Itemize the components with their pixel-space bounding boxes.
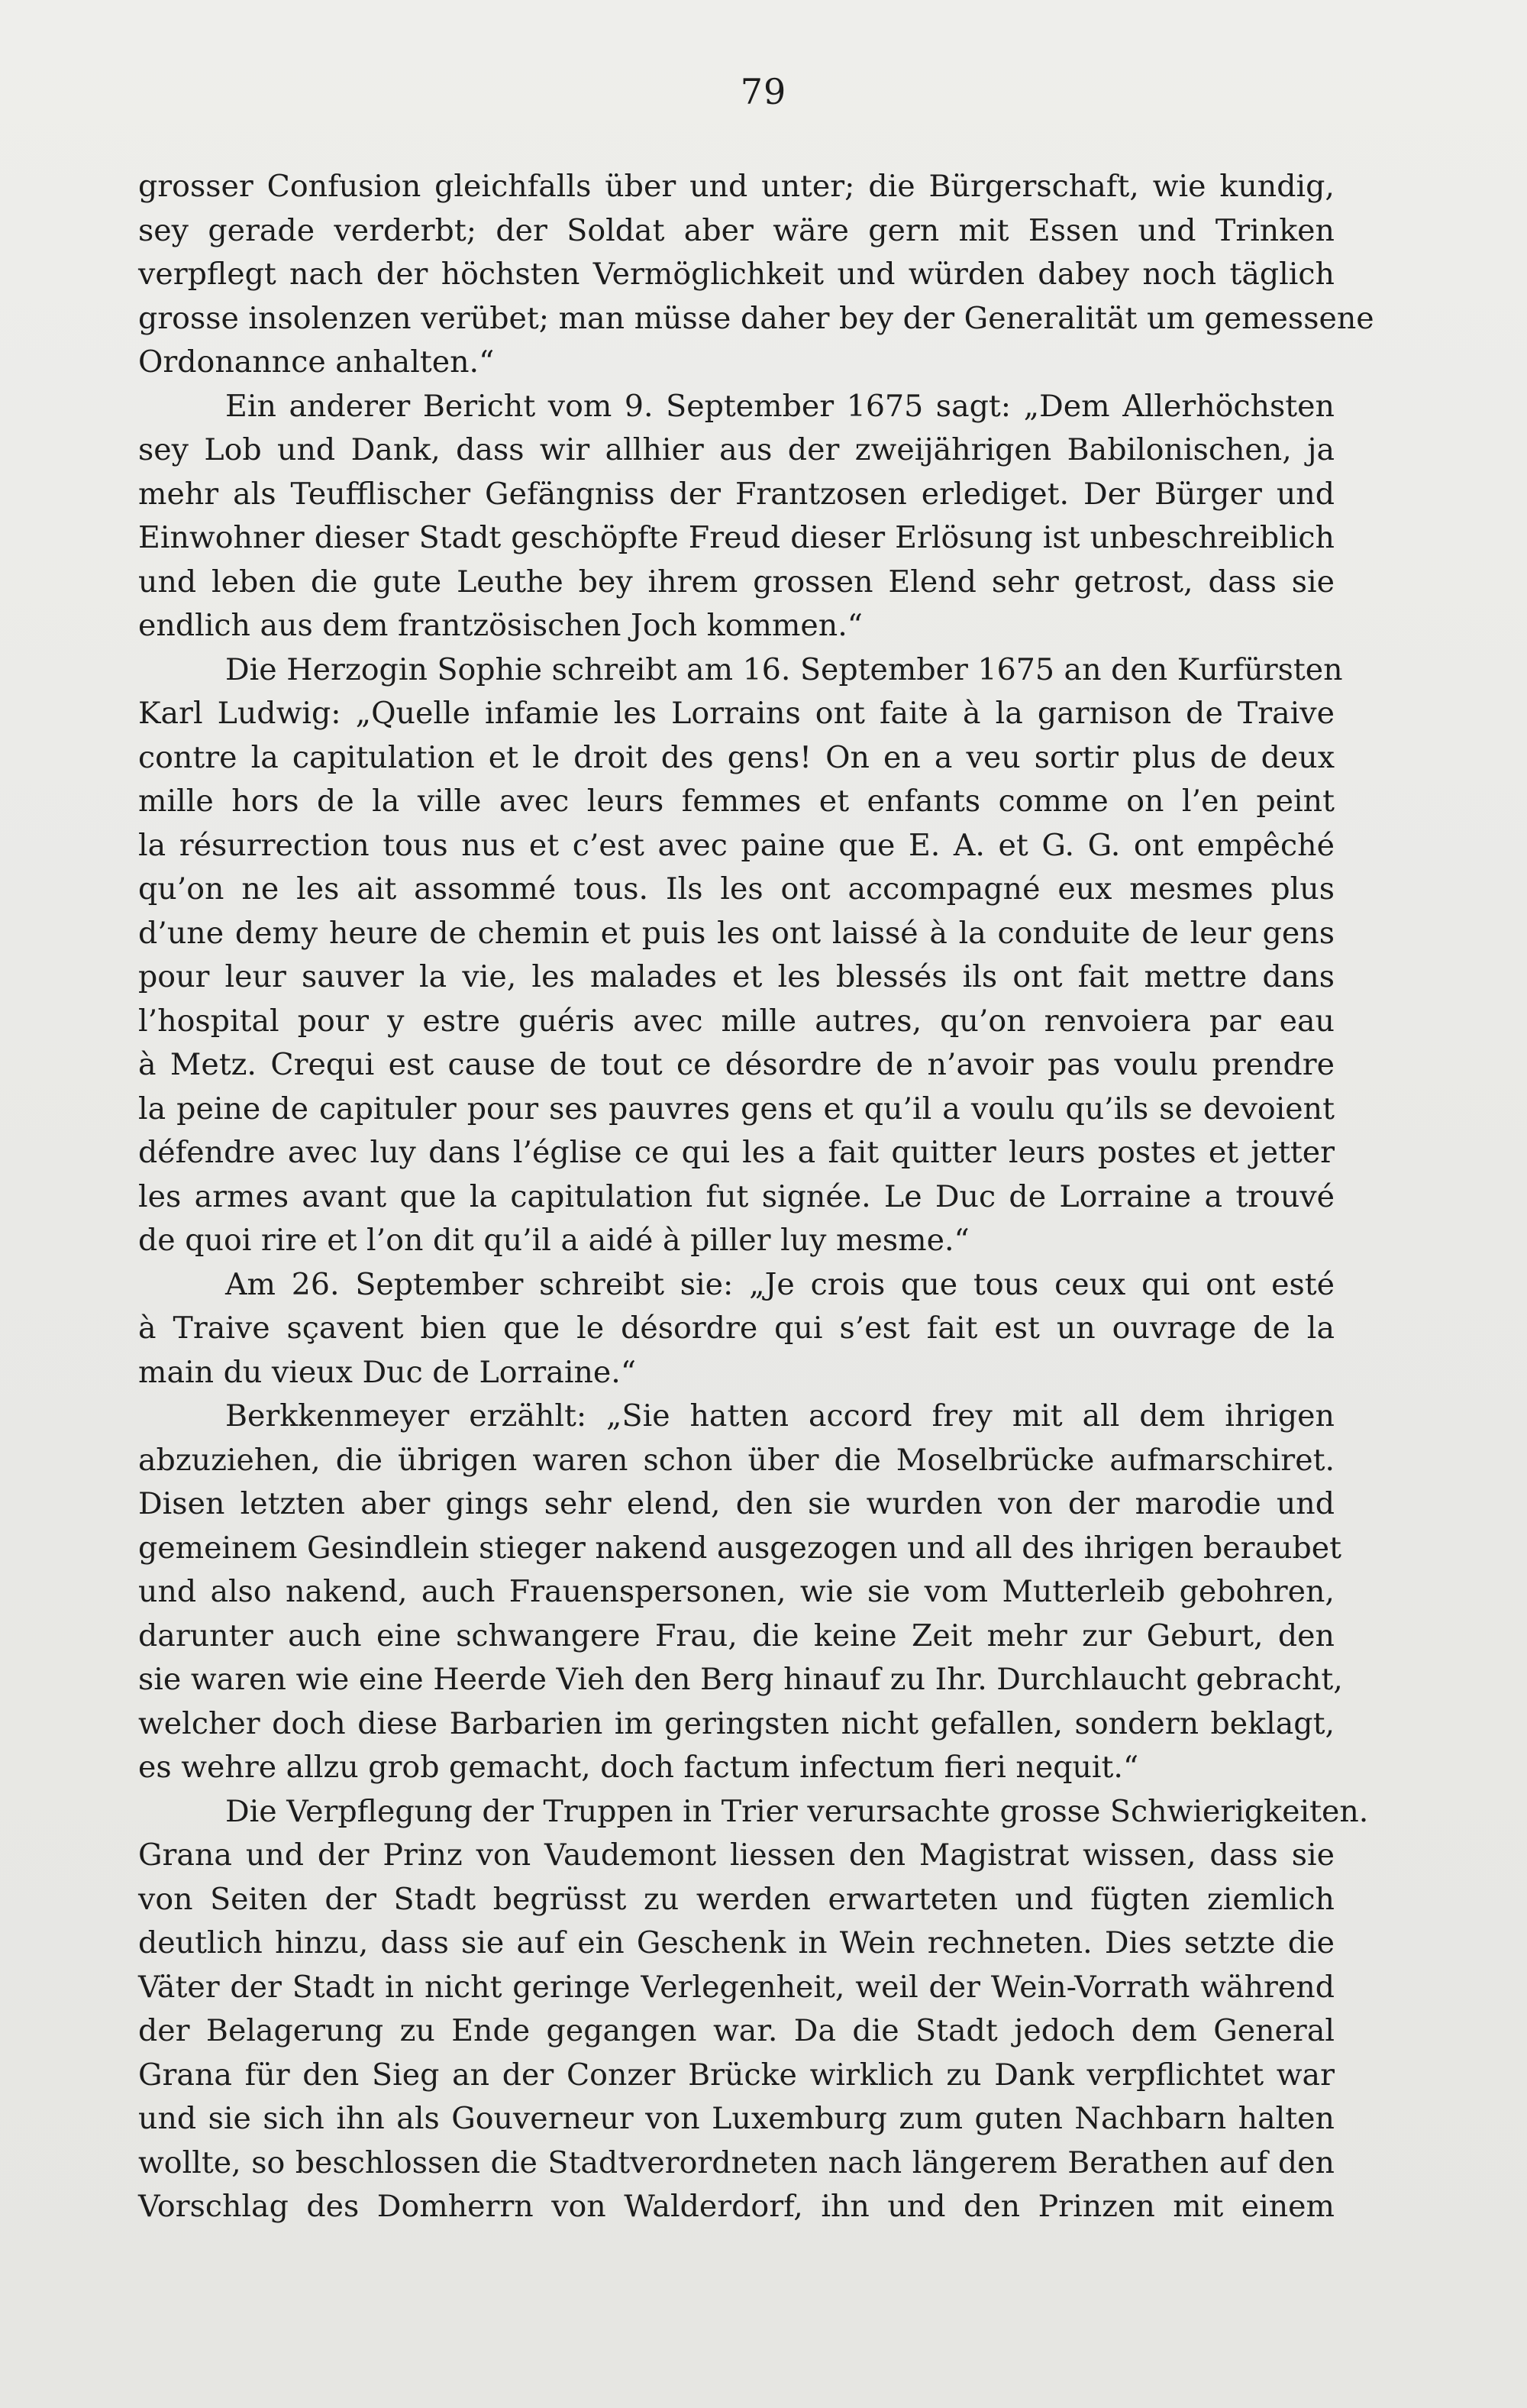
text-line: deutlich hinzu, dass sie auf ein Geschenk in Wein rechneten. Dies setzte die	[138, 1925, 1335, 1960]
text-line: mehr als Teufflischer Gefängniss der Frantzosen erlediget. Der Bürger und	[138, 476, 1335, 512]
text-line: Väter der Stadt in nicht geringe Verlegenheit, weil der Wein-Vorrath während	[138, 1969, 1335, 2005]
paragraph	[138, 1790, 1369, 2229]
text-line: von Seiten der Stadt begrüsst zu werden erwarteten und fügten ziemlich	[138, 1881, 1335, 1917]
text-line: défendre avec luy dans l’église ce qui les a fait quitter leurs postes et jetter	[138, 1135, 1335, 1170]
text-line: welcher doch diese Barbarien im geringsten nicht gefallen, sondern beklagt,	[138, 1705, 1335, 1741]
text-line: mille hors de la ville avec leurs femmes et enfants comme on l’en peint	[138, 784, 1335, 819]
text-line: contre la capitulation et le droit des gens! On en a veu sortir plus de deux	[138, 739, 1335, 775]
text-line: pour leur sauver la vie, les malades et les blessés ils ont fait mettre dans	[138, 959, 1335, 994]
paragraph	[138, 648, 1343, 1263]
text-line: à Traive sçavent bien que le désordre qui s’est fait est un ouvrage de la	[138, 1311, 1335, 1346]
text-line: Am 26. September schreibt sie: „Je crois que tous ceux qui ont esté	[225, 1266, 1335, 1302]
paragraph	[138, 1263, 1335, 1395]
text-line: les armes avant que la capitulation fut signée. Le Duc de Lorraine a trouvé	[138, 1178, 1335, 1214]
text-line: qu’on ne les ait assommé tous. Ils les ont accompagné eux mesmes plus	[138, 871, 1335, 907]
text-line: la peine de capituler pour ses pauvres gens et qu’il a voulu qu’ils se devoient	[138, 1091, 1335, 1126]
text-line: endlich aus dem frantzösischen Joch kommen.“	[138, 608, 863, 643]
paragraph	[138, 165, 1374, 385]
text-line: verpflegt nach der höchsten Vermöglichkeit und würden dabey noch täglich	[138, 257, 1335, 292]
text-line: gemeinem Gesindlein stieger nakend ausgezogen und all des ihrigen beraubet	[138, 1530, 1342, 1566]
text-line: sie waren wie eine Heerde Vieh den Berg hinauf zu Ihr. Durchlaucht gebracht,	[138, 1662, 1343, 1697]
text-line: grosse insolenzen verübet; man müsse daher bey der Generalität um gemessene	[138, 300, 1374, 336]
text-line: sey gerade verderbt; der Soldat aber wäre gern mit Essen und Trinken	[138, 212, 1335, 248]
text-line: abzuziehen, die übrigen waren schon über die Moselbrücke aufmarschiret.	[138, 1442, 1335, 1478]
text-line: l’hospital pour y estre guéris avec mille autres, qu’on renvoiera par eau	[138, 1003, 1335, 1039]
text-line: Berkkenmeyer erzählt: „Sie hatten accord frey mit all dem ihrigen	[225, 1398, 1335, 1433]
text-line: sey Lob und Dank, dass wir allhier aus der zweijährigen Babilonischen, ja	[138, 432, 1335, 467]
text-line: Einwohner dieser Stadt geschöpfte Freud dieser Erlösung ist unbeschreiblich	[138, 520, 1335, 555]
paragraph	[138, 385, 1335, 648]
text-line: Vorschlag des Domherrn von Walderdorf, ihn und den Prinzen mit einem	[138, 2189, 1335, 2224]
text-line: der Belagerung zu Ende gegangen war. Da die Stadt jedoch dem General	[138, 2013, 1335, 2048]
text-line: Ordonannce anhalten.“	[138, 344, 495, 380]
text-line: darunter auch eine schwangere Frau, die keine Zeit mehr zur Geburt, den	[138, 1618, 1335, 1653]
text-line: à Metz. Crequi est cause de tout ce désordre de n’avoir pas voulu prendre	[138, 1047, 1335, 1082]
text-line: wollte, so beschlossen die Stadtverordneten nach längerem Berathen auf den	[138, 2145, 1335, 2180]
text-line: de quoi rire et l’on dit qu’il a aidé à piller luy mesme.“	[138, 1223, 970, 1258]
text-line: d’une demy heure de chemin et puis les ont laissé à la conduite de leur gens	[138, 915, 1335, 951]
text-line: Karl Ludwig: „Quelle infamie les Lorrains ont faite à la garnison de Traive	[138, 696, 1335, 731]
paragraph	[138, 1395, 1343, 1790]
text-line: main du vieux Duc de Lorraine.“	[138, 1354, 637, 1390]
text-line: la résurrection tous nus et c’est avec paine que E. A. et G. G. ont empêché	[138, 827, 1335, 863]
text-line: und also nakend, auch Frauenspersonen, wie sie vom Mutterleib gebohren,	[138, 1574, 1335, 1609]
text-line: Grana für den Sieg an der Conzer Brücke wirklich zu Dank verpflichtet war	[138, 2057, 1335, 2093]
text-line: und leben die gute Leuthe bey ihrem grossen Elend sehr getrost, dass sie	[138, 564, 1335, 600]
text-line: Ein anderer Bericht vom 9. September 1675 sagt: „Dem Allerhöchsten	[225, 388, 1335, 424]
text-line: und sie sich ihn als Gouverneur von Luxemburg zum guten Nachbarn halten	[138, 2101, 1335, 2136]
page-number: 79	[740, 71, 787, 112]
text-line: Disen letzten aber gings sehr elend, den sie wurden von der marodie und	[138, 1486, 1335, 1521]
text-line: grosser Confusion gleichfalls über und unter; die Bürgerschaft, wie kundig,	[138, 169, 1335, 204]
text-line: es wehre allzu grob gemacht, doch factum infectum fieri nequit.“	[138, 1750, 1139, 1785]
text-line: Die Verpflegung der Truppen in Trier verursachte grosse Schwierigkeiten.	[225, 1793, 1369, 1829]
body-text	[138, 165, 1374, 2229]
text-line: Die Herzogin Sophie schreibt am 16. September 1675 an den Kurfürsten	[225, 651, 1343, 687]
text-line: Grana und der Prinz von Vaudemont liessen den Magistrat wissen, dass sie	[138, 1838, 1335, 1873]
